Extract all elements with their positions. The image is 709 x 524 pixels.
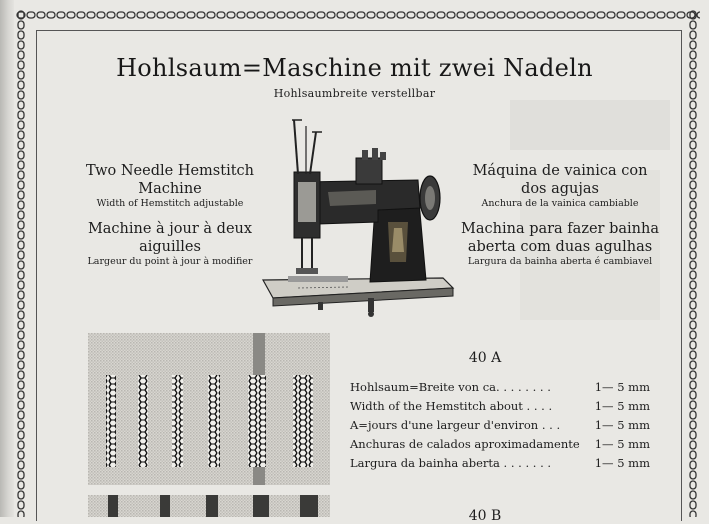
hemstitch-fabric-sample [88,333,330,485]
spec-range: 1— 5 mm [594,436,650,451]
spec-label: Hohlsaum=Breite von ca. . . . . . . . [350,379,551,394]
table-row [350,453,650,472]
spec-range: 1— 5 mm [594,379,650,394]
pt-title-line1: Machina para fazer bainha [461,221,659,238]
spec-range: 1— 5 mm [594,417,650,432]
fr-subtitle: Largeur du point à jour à modifier [87,256,253,268]
en-title-line2: Machine [138,181,202,198]
right-description [440,162,680,278]
hemstitch-fabric-sample-2 [88,495,330,517]
table-row [350,434,650,453]
en-title-line1: Two Needle Hemstitch [85,163,255,179]
model-number: 40 A [468,350,502,366]
fr-title-line1: Machine à jour à deux [87,221,253,238]
spec-range: 1— 5 mm [594,398,650,413]
sewing-machine-illustration [258,112,458,318]
spec-table [350,377,650,472]
page-title: Hohlsaum=Maschine mit zwei Nadeln [116,54,593,82]
left-description [60,162,280,278]
es-subtitle: Anchura de la vainica cambiable [481,198,639,210]
spec-label: Width of the Hemstitch about . . . . [350,398,553,413]
page-subtitle: Hohlsaumbreite verstellbar [273,87,436,100]
next-model-number: 40 B [468,508,502,524]
spec-label: A=jours d'une largeur d'environ . . . [350,417,561,432]
table-row [350,377,650,396]
spec-range: 1— 5 mm [594,455,650,470]
pt-subtitle: Largura da bainha aberta é cambiavel [467,256,653,268]
ornamental-border-top [16,10,700,20]
es-title-line2: dos agujas [521,181,599,198]
en-subtitle: Width of Hemstitch adjustable [96,198,244,210]
fr-title-line2: aiguilles [139,239,201,256]
spec-label: Anchuras de calados aproximadamente [350,436,580,451]
pt-title-line2: aberta com duas agulhas [467,239,653,256]
table-row [350,396,650,415]
es-title-line1: Máquina de vainica con [472,163,648,179]
table-row [350,415,650,434]
spec-label: Largura da bainha aberta . . . . . . . [350,455,552,470]
